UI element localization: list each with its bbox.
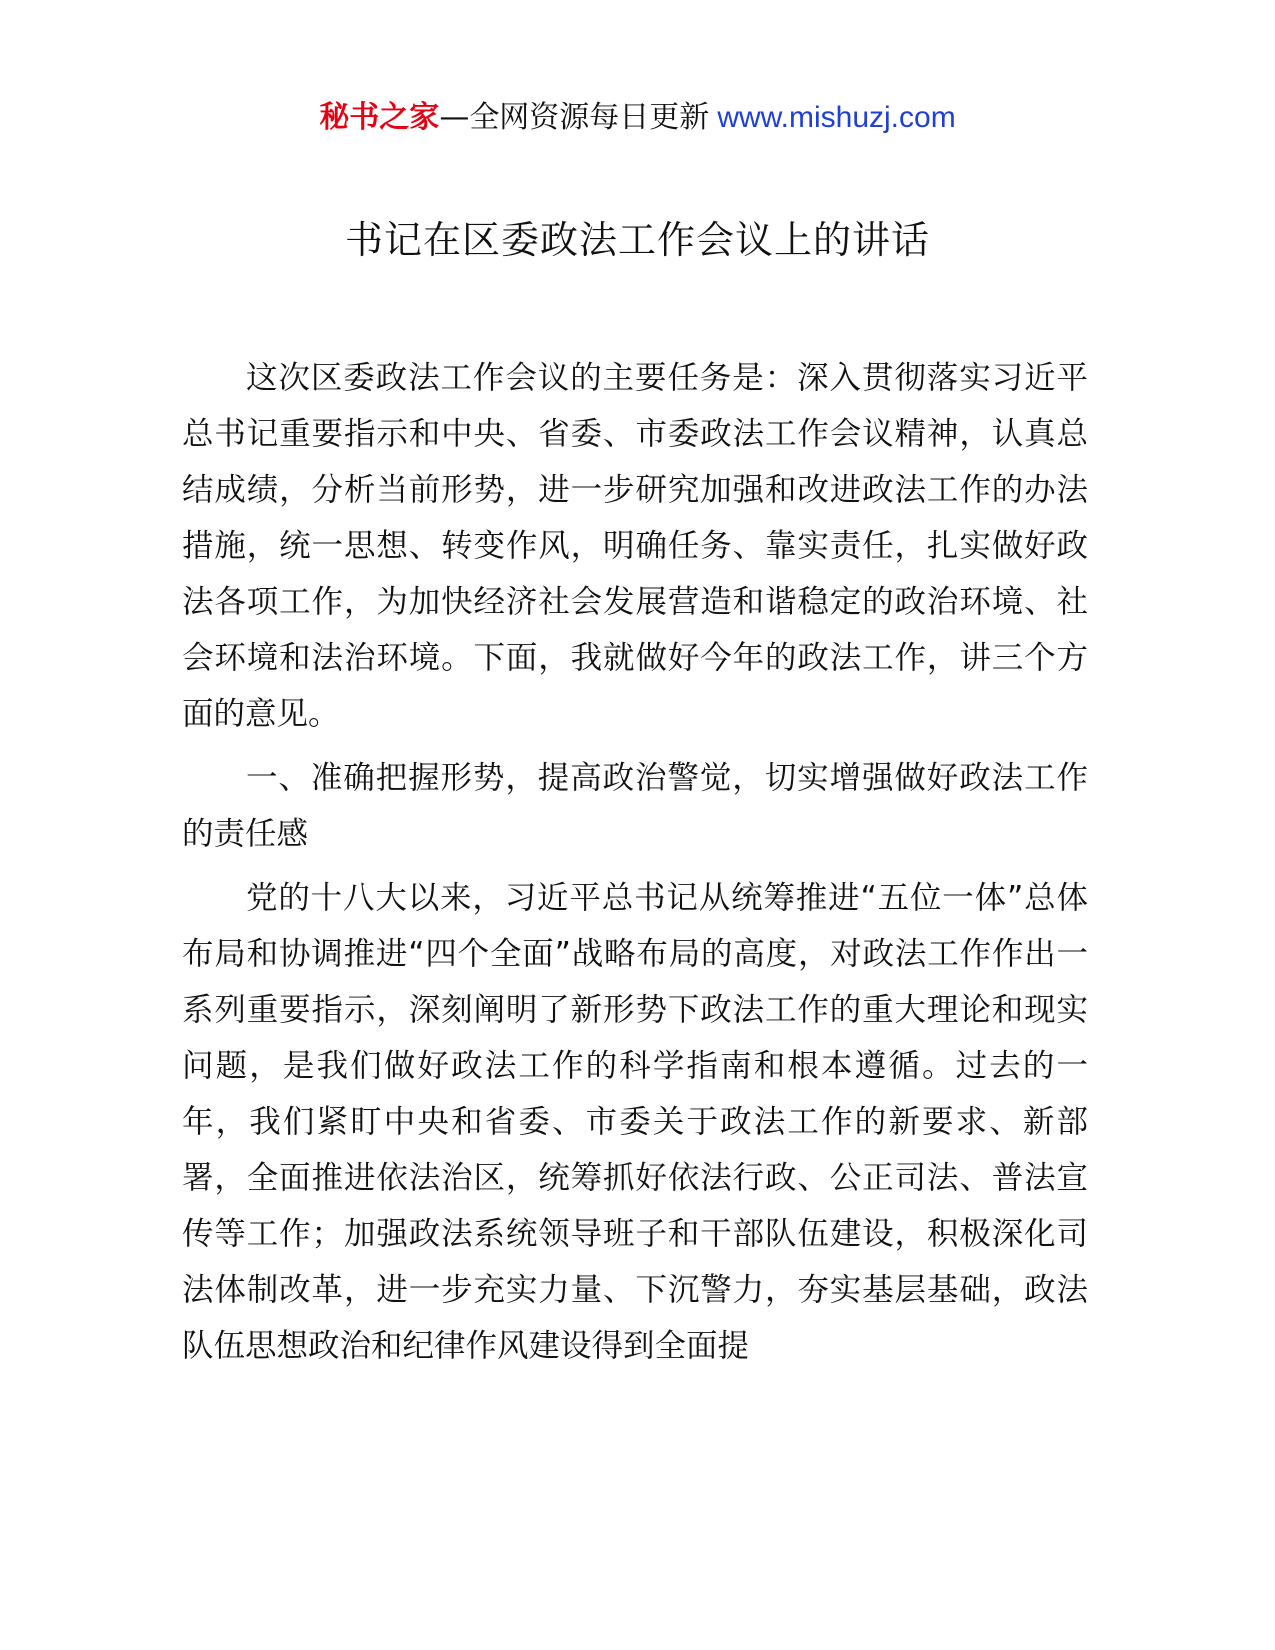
- brand-name: 秘书之家: [319, 100, 440, 135]
- document-body: [182, 350, 1088, 1382]
- document-title: 书记在区委政法工作会议上的讲话: [344, 218, 930, 262]
- paragraph-intro: 这次区委政法工作会议的主要任务是：深入贯彻落实习近平总书记重要指示和中央、省委、市委政法工作会议精神，认真总结成绩，分析当前形势，进一步研究加强和改进政法工作的办法措施，统一思想、转变作风，明确任务、靠实责任，扎实做好政法各项工作，为加快经济社会发展营造和谐稳定的政治环境、社会环境和法治环境。下面，我就做好今年的政法工作，讲三个方面的意见。: [182, 360, 1088, 732]
- site-url-link[interactable]: www.mishuzj.com: [717, 101, 956, 134]
- header-tagline: —全网资源每日更新: [439, 100, 710, 135]
- paragraph-section-one: 党的十八大以来，习近平总书记从统筹推进“五位一体”总体布局和协调推进“四个全面”战略布局的高度，对政法工作作出一系列重要指示，深刻阐明了新形势下政法工作的重大理论和现实问题，是我们做好政法工作的科学指南和根本遵循。过去的一年，我们紧盯中央和省委、市委关于政法工作的新要求、新部署，全面推进依法治区，统筹抓好依法行政、公正司法、普法宣传等工作；加强政法系统领导班子和干部队伍建设，积极深化司法体制改革，进一步充实力量、下沉警力，夯实基层基础，政法队伍思想政治和纪律作风建设得到全面提: [182, 880, 1088, 1364]
- section-heading-one: 一、准确把握形势，提高政治警觉，切实增强做好政法工作的责任感: [182, 760, 1088, 852]
- site-header: [0, 96, 1275, 140]
